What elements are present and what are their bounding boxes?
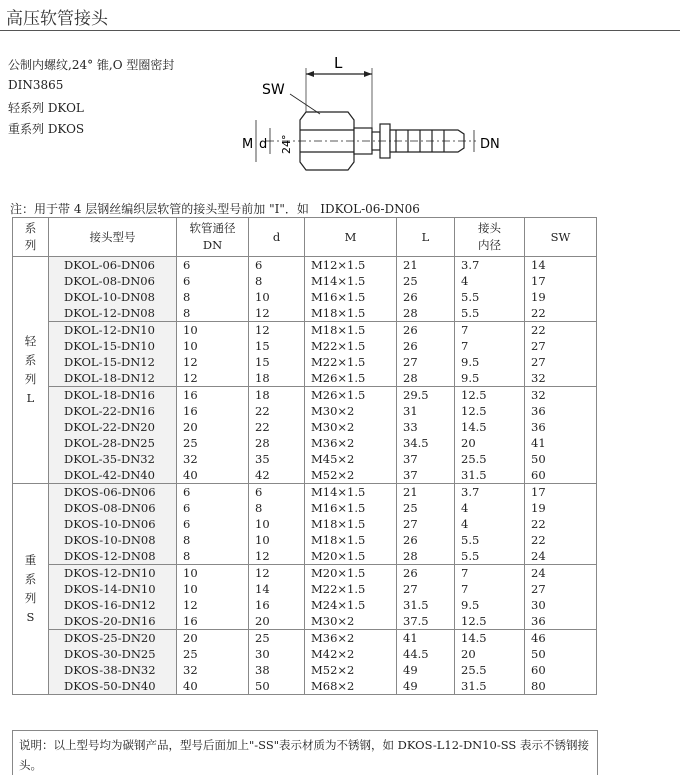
table-row xyxy=(13,305,597,322)
cell-sw: 22 xyxy=(525,322,597,339)
cell-d: 12 xyxy=(249,548,305,565)
cell-d: 25 xyxy=(249,630,305,647)
cell-m: M20×1.5 xyxy=(305,548,397,565)
cell-d: 20 xyxy=(249,613,305,630)
cell-m: M30×2 xyxy=(305,403,397,419)
cell-model: DKOL-18-DN12 xyxy=(49,370,177,387)
header-m: M xyxy=(305,218,397,257)
page-title: 高压软管接头 xyxy=(6,9,108,29)
cell-inner-diameter: 9.5 xyxy=(455,354,525,370)
cell-m: M18×1.5 xyxy=(305,305,397,322)
table-row xyxy=(13,516,597,532)
cell-sw: 22 xyxy=(525,532,597,548)
cell-model: DKOS-08-DN06 xyxy=(49,500,177,516)
cell-l: 37 xyxy=(397,467,455,484)
cell-m: M36×2 xyxy=(305,630,397,647)
cell-m: M26×1.5 xyxy=(305,387,397,404)
cell-model: DKOL-08-DN06 xyxy=(49,273,177,289)
cell-model: DKOS-12-DN10 xyxy=(49,565,177,582)
cell-m: M18×1.5 xyxy=(305,322,397,339)
cell-m: M16×1.5 xyxy=(305,500,397,516)
cell-dn: 20 xyxy=(177,630,249,647)
header-dn: 软管通径 DN xyxy=(177,218,249,257)
cell-sw: 17 xyxy=(525,273,597,289)
table-row xyxy=(13,613,597,630)
cell-dn: 8 xyxy=(177,289,249,305)
table-row xyxy=(13,419,597,435)
cell-sw: 32 xyxy=(525,370,597,387)
cell-inner-diameter: 12.5 xyxy=(455,403,525,419)
cell-dn: 12 xyxy=(177,370,249,387)
cell-inner-diameter: 9.5 xyxy=(455,597,525,613)
title-divider xyxy=(0,30,680,31)
cell-inner-diameter: 5.5 xyxy=(455,305,525,322)
cell-model: DKOL-22-DN20 xyxy=(49,419,177,435)
cell-d: 18 xyxy=(249,387,305,404)
cell-m: M22×1.5 xyxy=(305,338,397,354)
cell-d: 12 xyxy=(249,305,305,322)
cell-dn: 16 xyxy=(177,387,249,404)
cell-sw: 41 xyxy=(525,435,597,451)
cell-d: 10 xyxy=(249,289,305,305)
cell-sw: 22 xyxy=(525,305,597,322)
cell-sw: 30 xyxy=(525,597,597,613)
table-row xyxy=(13,322,597,339)
cell-l: 26 xyxy=(397,338,455,354)
cell-model: DKOS-38-DN32 xyxy=(49,662,177,678)
cell-dn: 32 xyxy=(177,451,249,467)
cell-dn: 8 xyxy=(177,305,249,322)
cell-model: DKOL-18-DN16 xyxy=(49,387,177,404)
cell-dn: 10 xyxy=(177,565,249,582)
cell-dn: 25 xyxy=(177,435,249,451)
cell-sw: 24 xyxy=(525,548,597,565)
cell-inner-diameter: 4 xyxy=(455,500,525,516)
cell-dn: 20 xyxy=(177,419,249,435)
cell-d: 14 xyxy=(249,581,305,597)
table-row xyxy=(13,338,597,354)
table-row xyxy=(13,678,597,695)
dim-d-label: d xyxy=(259,137,268,152)
cell-l: 25 xyxy=(397,500,455,516)
cell-l: 26 xyxy=(397,289,455,305)
table-row xyxy=(13,597,597,613)
cell-model: DKOL-35-DN32 xyxy=(49,451,177,467)
series-light-label: 轻 系 列 L xyxy=(13,257,49,484)
cell-m: M52×2 xyxy=(305,467,397,484)
table-row xyxy=(13,565,597,582)
cell-sw: 36 xyxy=(525,419,597,435)
fitting-table xyxy=(12,217,597,695)
cell-m: M42×2 xyxy=(305,646,397,662)
table-row xyxy=(13,370,597,387)
cell-d: 38 xyxy=(249,662,305,678)
cell-model: DKOS-10-DN08 xyxy=(49,532,177,548)
cell-sw: 36 xyxy=(525,403,597,419)
header-model: 接头型号 xyxy=(49,218,177,257)
table-row xyxy=(13,273,597,289)
cell-sw: 36 xyxy=(525,613,597,630)
cell-model: DKOL-10-DN08 xyxy=(49,289,177,305)
cell-m: M14×1.5 xyxy=(305,484,397,501)
table-note: 注：用于带 4 层钢丝编织层软管的接头型号前加 "Ⅰ"．如 IDKOL-06-DN06 xyxy=(10,202,420,216)
cell-d: 12 xyxy=(249,322,305,339)
cell-l: 28 xyxy=(397,370,455,387)
cell-l: 26 xyxy=(397,322,455,339)
table-row xyxy=(13,403,597,419)
cell-model: DKOL-28-DN25 xyxy=(49,435,177,451)
cell-dn: 6 xyxy=(177,257,249,274)
cell-inner-diameter: 5.5 xyxy=(455,289,525,305)
cell-m: M22×1.5 xyxy=(305,354,397,370)
cell-m: M18×1.5 xyxy=(305,532,397,548)
cell-inner-diameter: 31.5 xyxy=(455,678,525,695)
cell-d: 42 xyxy=(249,467,305,484)
table-row xyxy=(13,548,597,565)
cell-sw: 19 xyxy=(525,289,597,305)
cell-m: M14×1.5 xyxy=(305,273,397,289)
dim-angle-label: 24° xyxy=(280,134,293,154)
table-row xyxy=(13,435,597,451)
cell-sw: 19 xyxy=(525,500,597,516)
cell-sw: 60 xyxy=(525,467,597,484)
cell-sw: 80 xyxy=(525,678,597,695)
cell-model: DKOS-12-DN08 xyxy=(49,548,177,565)
header-series: 系 列 xyxy=(13,218,49,257)
spec-thread: 公制内螺纹,24° 锥,O 型圈密封 xyxy=(8,58,175,72)
cell-inner-diameter: 7 xyxy=(455,322,525,339)
cell-model: DKOL-42-DN40 xyxy=(49,467,177,484)
cell-dn: 6 xyxy=(177,273,249,289)
cell-m: M36×2 xyxy=(305,435,397,451)
cell-inner-diameter: 9.5 xyxy=(455,370,525,387)
cell-l: 29.5 xyxy=(397,387,455,404)
cell-l: 27 xyxy=(397,354,455,370)
cell-d: 22 xyxy=(249,419,305,435)
cell-inner-diameter: 14.5 xyxy=(455,419,525,435)
cell-dn: 8 xyxy=(177,548,249,565)
cell-model: DKOS-25-DN20 xyxy=(49,630,177,647)
cell-l: 25 xyxy=(397,273,455,289)
cell-inner-diameter: 25.5 xyxy=(455,451,525,467)
cell-l: 27 xyxy=(397,581,455,597)
cell-l: 28 xyxy=(397,548,455,565)
cell-m: M16×1.5 xyxy=(305,289,397,305)
cell-d: 16 xyxy=(249,597,305,613)
header-inner-diameter: 接头 内径 xyxy=(455,218,525,257)
cell-sw: 32 xyxy=(525,387,597,404)
cell-model: DKOL-06-DN06 xyxy=(49,257,177,274)
cell-sw: 46 xyxy=(525,630,597,647)
cell-dn: 8 xyxy=(177,532,249,548)
cell-dn: 40 xyxy=(177,467,249,484)
cell-l: 31.5 xyxy=(397,597,455,613)
table-row xyxy=(13,451,597,467)
cell-l: 33 xyxy=(397,419,455,435)
cell-d: 10 xyxy=(249,532,305,548)
cell-d: 22 xyxy=(249,403,305,419)
spec-heavy-series: 重系列 DKOS xyxy=(8,122,85,136)
cell-dn: 10 xyxy=(177,581,249,597)
table-row xyxy=(13,484,597,501)
cell-m: M26×1.5 xyxy=(305,370,397,387)
table-row xyxy=(13,581,597,597)
cell-d: 15 xyxy=(249,354,305,370)
cell-d: 12 xyxy=(249,565,305,582)
cell-inner-diameter: 4 xyxy=(455,273,525,289)
cell-d: 6 xyxy=(249,257,305,274)
cell-l: 21 xyxy=(397,257,455,274)
cell-d: 35 xyxy=(249,451,305,467)
cell-sw: 17 xyxy=(525,484,597,501)
cell-dn: 10 xyxy=(177,338,249,354)
cell-model: DKOL-12-DN08 xyxy=(49,305,177,322)
cell-inner-diameter: 12.5 xyxy=(455,613,525,630)
spec-standard: DIN3865 xyxy=(8,78,64,92)
cell-dn: 32 xyxy=(177,662,249,678)
cell-model: DKOS-20-DN16 xyxy=(49,613,177,630)
cell-inner-diameter: 3.7 xyxy=(455,257,525,274)
cell-l: 37.5 xyxy=(397,613,455,630)
cell-m: M18×1.5 xyxy=(305,516,397,532)
cell-model: DKOL-22-DN16 xyxy=(49,403,177,419)
cell-l: 49 xyxy=(397,678,455,695)
cell-dn: 40 xyxy=(177,678,249,695)
cell-inner-diameter: 7 xyxy=(455,338,525,354)
cell-dn: 10 xyxy=(177,322,249,339)
cell-model: DKOL-15-DN12 xyxy=(49,354,177,370)
cell-inner-diameter: 25.5 xyxy=(455,662,525,678)
cell-inner-diameter: 31.5 xyxy=(455,467,525,484)
cell-inner-diameter: 7 xyxy=(455,565,525,582)
cell-l: 37 xyxy=(397,451,455,467)
table-row xyxy=(13,630,597,647)
table-row xyxy=(13,532,597,548)
footer-note: 说明：以上型号均为碳钢产品，型号后面加上"-SS"表示材质为不锈钢，如 DKOS-L12-DN10-SS 表示不锈钢接头。 xyxy=(12,730,598,775)
cell-model: DKOS-50-DN40 xyxy=(49,678,177,695)
spec-light-series: 轻系列 DKOL xyxy=(8,101,84,115)
cell-inner-diameter: 5.5 xyxy=(455,548,525,565)
cell-model: DKOS-14-DN10 xyxy=(49,581,177,597)
cell-inner-diameter: 14.5 xyxy=(455,630,525,647)
cell-l: 49 xyxy=(397,662,455,678)
cell-model: DKOL-15-DN10 xyxy=(49,338,177,354)
dim-sw-label: SW xyxy=(262,82,285,98)
cell-dn: 12 xyxy=(177,597,249,613)
table-row xyxy=(13,467,597,484)
series-heavy-label: 重 系 列 S xyxy=(13,484,49,695)
table-row xyxy=(13,354,597,370)
fitting-drawing xyxy=(236,50,500,200)
cell-m: M22×1.5 xyxy=(305,581,397,597)
cell-sw: 22 xyxy=(525,516,597,532)
dim-m-label: M xyxy=(242,137,254,152)
cell-sw: 50 xyxy=(525,646,597,662)
cell-inner-diameter: 12.5 xyxy=(455,387,525,404)
cell-dn: 12 xyxy=(177,354,249,370)
cell-sw: 27 xyxy=(525,581,597,597)
cell-dn: 16 xyxy=(177,403,249,419)
cell-m: M24×1.5 xyxy=(305,597,397,613)
cell-l: 27 xyxy=(397,516,455,532)
table-row xyxy=(13,646,597,662)
cell-dn: 16 xyxy=(177,613,249,630)
cell-sw: 27 xyxy=(525,354,597,370)
cell-m: M52×2 xyxy=(305,662,397,678)
header-d: d xyxy=(249,218,305,257)
table-row xyxy=(13,289,597,305)
cell-dn: 25 xyxy=(177,646,249,662)
cell-sw: 60 xyxy=(525,662,597,678)
cell-d: 50 xyxy=(249,678,305,695)
cell-dn: 6 xyxy=(177,484,249,501)
cell-m: M12×1.5 xyxy=(305,257,397,274)
cell-d: 8 xyxy=(249,500,305,516)
table-row xyxy=(13,500,597,516)
cell-sw: 24 xyxy=(525,565,597,582)
cell-model: DKOS-06-DN06 xyxy=(49,484,177,501)
cell-m: M30×2 xyxy=(305,419,397,435)
cell-l: 26 xyxy=(397,532,455,548)
cell-d: 10 xyxy=(249,516,305,532)
cell-dn: 6 xyxy=(177,516,249,532)
cell-sw: 14 xyxy=(525,257,597,274)
cell-inner-diameter: 4 xyxy=(455,516,525,532)
cell-l: 31 xyxy=(397,403,455,419)
cell-inner-diameter: 3.7 xyxy=(455,484,525,501)
cell-d: 28 xyxy=(249,435,305,451)
cell-l: 21 xyxy=(397,484,455,501)
cell-model: DKOS-10-DN06 xyxy=(49,516,177,532)
cell-m: M45×2 xyxy=(305,451,397,467)
cell-sw: 27 xyxy=(525,338,597,354)
cell-d: 8 xyxy=(249,273,305,289)
cell-model: DKOS-30-DN25 xyxy=(49,646,177,662)
cell-model: DKOL-12-DN10 xyxy=(49,322,177,339)
cell-m: M30×2 xyxy=(305,613,397,630)
cell-inner-diameter: 20 xyxy=(455,435,525,451)
cell-l: 34.5 xyxy=(397,435,455,451)
cell-inner-diameter: 7 xyxy=(455,581,525,597)
cell-d: 18 xyxy=(249,370,305,387)
cell-inner-diameter: 5.5 xyxy=(455,532,525,548)
cell-sw: 50 xyxy=(525,451,597,467)
cell-l: 41 xyxy=(397,630,455,647)
cell-l: 26 xyxy=(397,565,455,582)
header-l: L xyxy=(397,218,455,257)
header-sw: SW xyxy=(525,218,597,257)
table-row xyxy=(13,387,597,404)
table-row xyxy=(13,257,597,274)
cell-m: M68×2 xyxy=(305,678,397,695)
cell-d: 6 xyxy=(249,484,305,501)
cell-l: 44.5 xyxy=(397,646,455,662)
cell-dn: 6 xyxy=(177,500,249,516)
cell-inner-diameter: 20 xyxy=(455,646,525,662)
dim-l-label: L xyxy=(334,54,343,72)
cell-d: 30 xyxy=(249,646,305,662)
cell-l: 28 xyxy=(397,305,455,322)
cell-d: 15 xyxy=(249,338,305,354)
cell-model: DKOS-16-DN12 xyxy=(49,597,177,613)
cell-m: M20×1.5 xyxy=(305,565,397,582)
table-row xyxy=(13,662,597,678)
dim-dn-label: DN xyxy=(480,137,500,152)
